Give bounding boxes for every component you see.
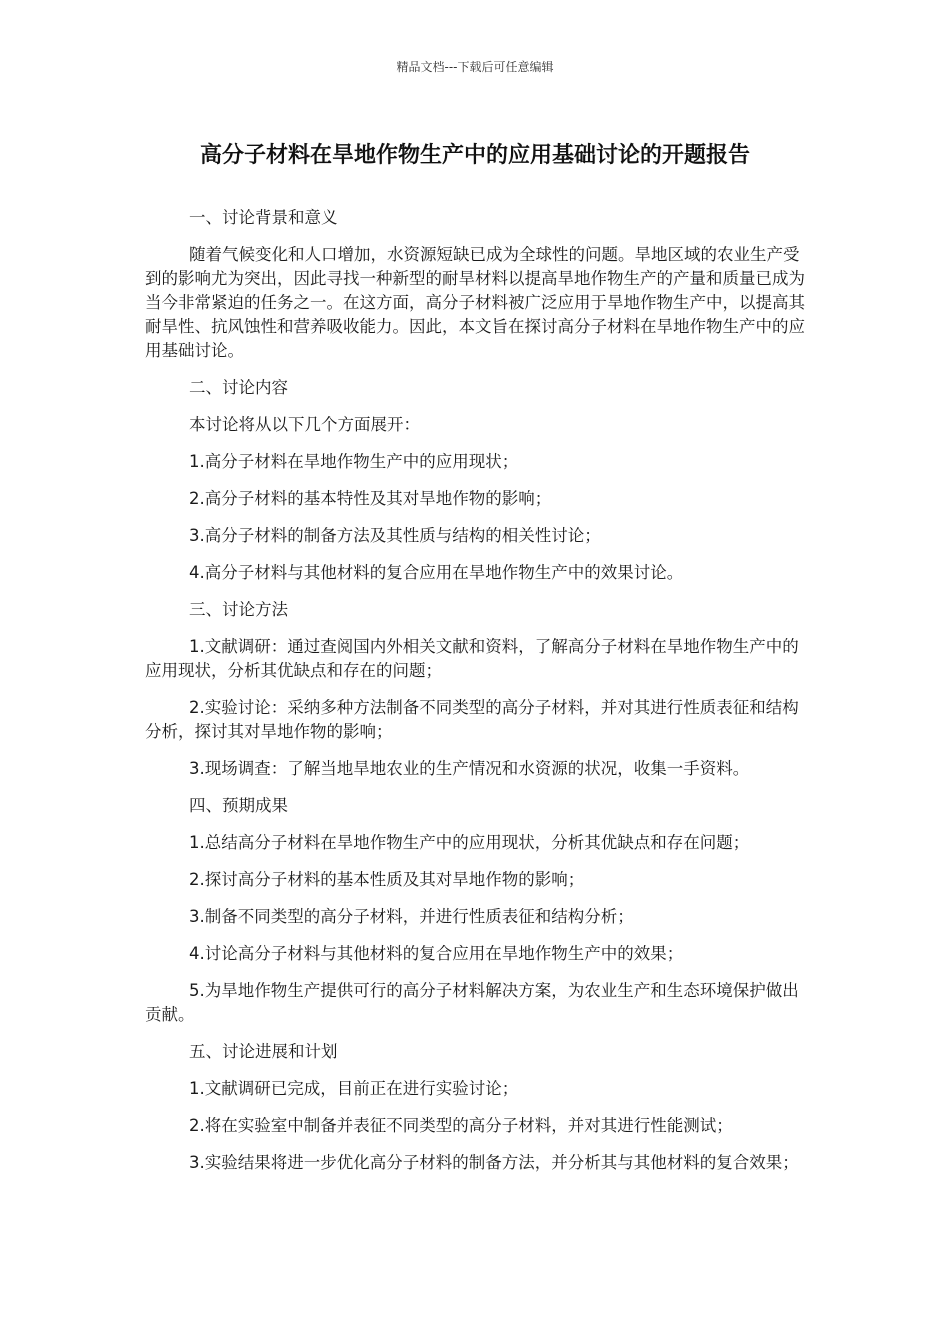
list-item: 4.讨论高分子材料与其他材料的复合应用在旱地作物生产中的效果； [189,944,684,963]
section-heading-methods: 三、讨论方法 [189,600,288,619]
section-heading-background: 一、讨论背景和意义 [189,208,338,227]
list-item: 3.现场调查：了解当地旱地农业的生产情况和水资源的状况，收集一手资料。 [189,759,750,778]
list-item: 2.实验讨论：采纳多种方法制备不同类型的高分子材料，并对其进行性质表征和结构分析，探讨其对旱地作物的影响； [145,698,799,741]
page-header: 精品文档---下载后可任意编辑 [396,60,554,74]
list-item: 2.探讨高分子材料的基本性质及其对旱地作物的影响； [189,870,585,889]
list-item: 3.实验结果将进一步优化高分子材料的制备方法，并分析其与其他材料的复合效果； [189,1153,799,1172]
list-item: 4.高分子材料与其他材料的复合应用在旱地作物生产中的效果讨论。 [189,563,684,582]
document-title: 高分子材料在旱地作物生产中的应用基础讨论的开题报告 [199,143,750,168]
paragraph-content-intro: 本讨论将从以下几个方面展开： [189,415,420,434]
list-item: 1.文献调研已完成，目前正在进行实验讨论； [189,1079,519,1098]
list-item: 2.将在实验室中制备并表征不同类型的高分子材料，并对其进行性能测试； [189,1116,733,1135]
paragraph-background: 随着气候变化和人口增加，水资源短缺已成为全球性的问题。旱地区域的农业生产受到的影响尤为突出，因此寻找一种新型的耐旱材料以提高旱地作物生产的产量和质量已成为当今非常紧迫的任务之一。在这方面，高分子材料被广泛应用于旱地作物生产中，以提高其耐旱性、抗风蚀性和营养吸收能力。因此，本文旨在探讨高分子材料在旱地作物生产中的应用基础讨论。 [145,245,805,360]
list-item: 1.文献调研：通过查阅国内外相关文献和资料，了解高分子材料在旱地作物生产中的应用现状，分析其优缺点和存在的问题； [145,637,799,680]
document-body [145,206,805,1188]
section-heading-content: 二、讨论内容 [189,378,288,397]
list-item: 1.高分子材料在旱地作物生产中的应用现状； [189,452,519,471]
list-item: 3.高分子材料的制备方法及其性质与结构的相关性讨论； [189,526,601,545]
section-heading-outcomes: 四、预期成果 [189,796,288,815]
list-item: 1.总结高分子材料在旱地作物生产中的应用现状，分析其优缺点和存在问题； [189,833,750,852]
list-item: 2.高分子材料的基本特性及其对旱地作物的影响； [189,489,552,508]
section-heading-progress: 五、讨论进展和计划 [189,1042,338,1061]
list-item: 5.为旱地作物生产提供可行的高分子材料解决方案，为农业生产和生态环境保护做出贡献。 [145,981,799,1024]
list-item: 3.制备不同类型的高分子材料，并进行性质表征和结构分析； [189,907,634,926]
